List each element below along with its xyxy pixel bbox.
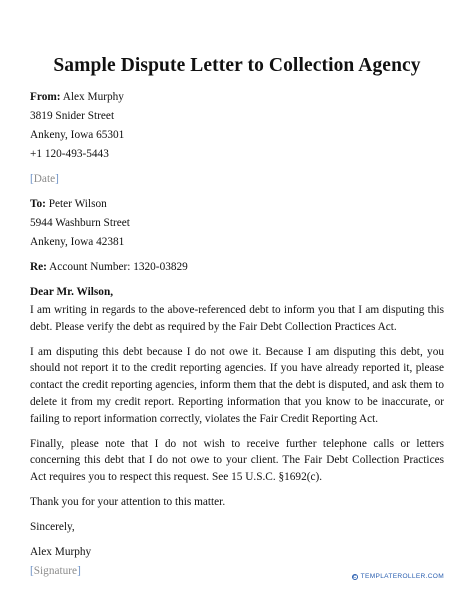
footer-brand[interactable] [352, 573, 444, 580]
recipient-city: Ankeny, Iowa 42381 [30, 236, 125, 248]
footer-text[interactable]: TEMPLATEROLLER.COM [360, 573, 444, 580]
recipient-block [30, 195, 444, 252]
reference-text: Account Number: 1320-03829 [49, 261, 188, 273]
date-open-bracket: [ [30, 173, 34, 185]
signature-placeholder-text: Signature [33, 564, 78, 577]
sender-block [30, 88, 444, 164]
document-title: Sample Dispute Letter to Collection Agency [53, 55, 421, 76]
sender-city: Ankeny, Iowa 65301 [30, 129, 125, 141]
date-placeholder-text: Date [33, 173, 56, 185]
reference-label: Re: [30, 261, 47, 273]
date-close-bracket: ] [55, 173, 59, 185]
sender-label: From: [30, 91, 61, 103]
paragraph-3: Finally, please note that I do not wish to receive further telephone calls or letters concerning this debt that I do not owe to your client. The Fair Debt Collection Practices Act requires you to respect this request. See 15 U.S.C. §1692(c). [30, 437, 444, 484]
signer-name: Alex Murphy [30, 545, 92, 558]
sender-name: Alex Murphy [62, 91, 124, 103]
recipient-name: Peter Wilson [48, 198, 107, 210]
paragraph-4: Thank you for your attention to this matter. [30, 495, 226, 508]
salutation: Dear Mr. Wilson, [30, 286, 114, 298]
signature-open-bracket: [ [30, 564, 34, 577]
paragraph-1: I am writing in regards to the above-referenced debt to inform you that I am disputing this debt. Please verify the debt as required by the Fair Debt Collection Practices Act. [30, 304, 444, 333]
copyright-icon: C [352, 573, 357, 579]
closing: Sincerely, [30, 520, 75, 533]
recipient-label: To: [30, 198, 46, 210]
sender-street: 3819 Snider Street [30, 110, 115, 122]
recipient-street: 5944 Washburn Street [30, 217, 130, 229]
reference-line [30, 258, 444, 277]
sender-phone: +1 120-493-5443 [30, 148, 109, 160]
signature-close-bracket: ] [77, 564, 81, 577]
letter-body [30, 88, 444, 581]
date-placeholder [30, 170, 444, 189]
paragraph-2: I am disputing this debt because I do not owe it. Because I am disputing this debt, you should not report it to the credit reporting agencies. If you have already reported it, please contact the credit reporting agencies, inform them that the debt is disputed, and ask them to delete it from my credit report. Reporting information that you know to be inaccurate, or failing to report information correctly, violates the Fair Credit Reporting Act. [30, 345, 444, 425]
